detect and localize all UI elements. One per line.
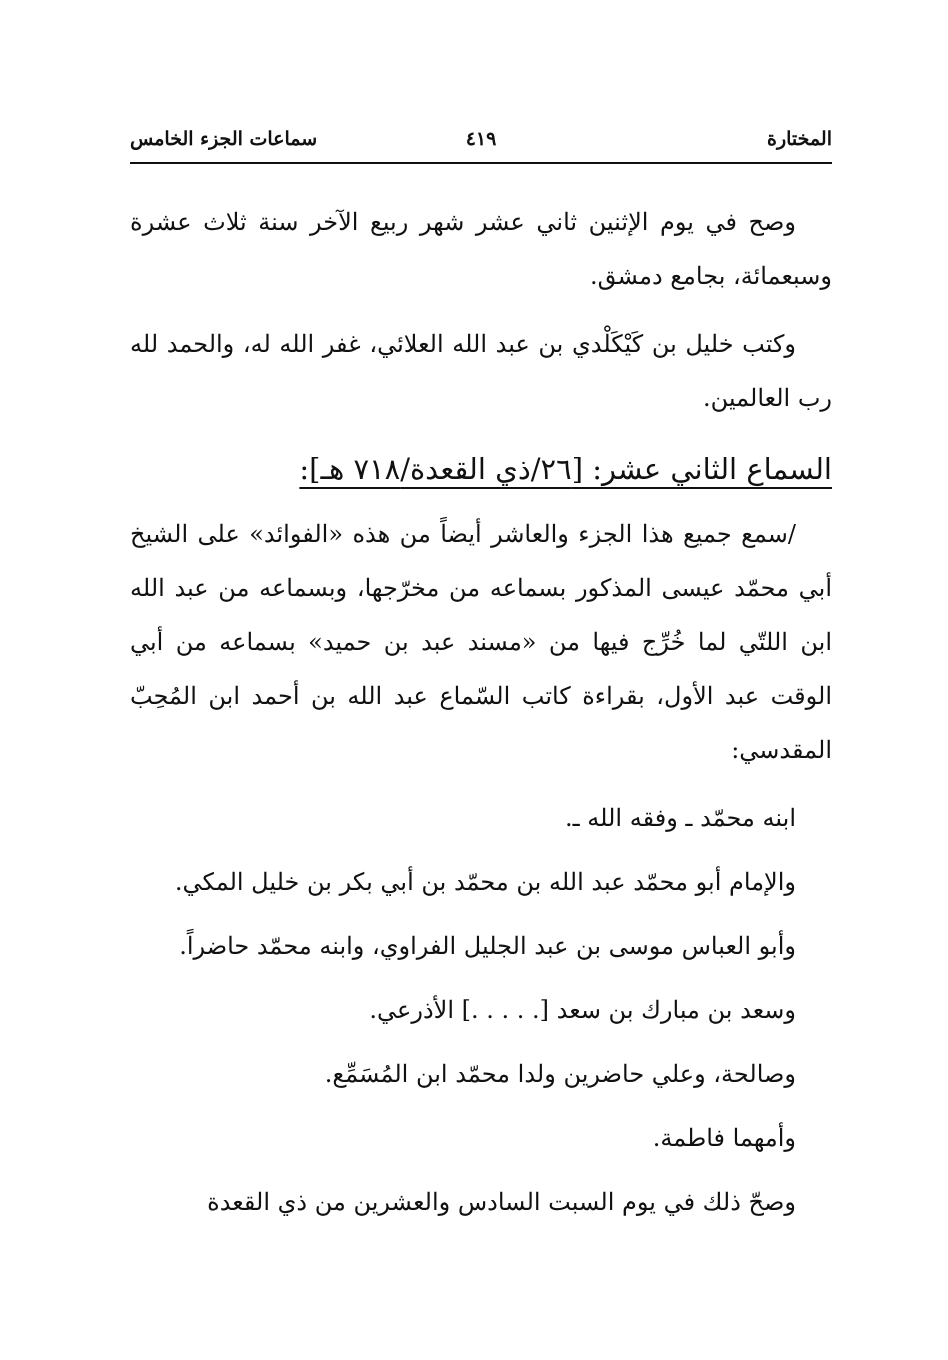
header-chapter-title: سماعات الجزء الخامس — [130, 128, 318, 150]
paragraph-hearing-record: /سمع جميع هذا الجزء والعاشر أيضاً من هذه «الفوائد» على الشيخ أبي محمّد عيسى المذكور بسماعه من مخرّجها، وبسماعه من عبد الله ابن اللتّي لما خُرِّج فيها من «مسند عبد بن حميد» بسماعه من أبي الوقت عبد الأول، بقراءة كاتب السّماع عبد الله بن أحمد ابن المُحِبّ المقدسي: — [130, 520, 832, 764]
closing-line: وصحّ ذلك في يوم السبت السادس والعشرين من ذي القعدة — [207, 1188, 796, 1216]
attendee-entry: وصالحة، وعلي حاضرين ولدا محمّد ابن المُسَمِّع. — [324, 1060, 796, 1088]
header-book-title: المختارة — [767, 128, 832, 150]
running-header — [130, 126, 832, 162]
paragraph-completion-note: وصح في يوم الإثنين ثاني عشر شهر ربيع الآخر سنة ثلاث عشرة وسبعمائة، بجامع دمشق. — [130, 208, 832, 290]
attendee-entry: ابنه محمّد ـ وفقه الله ـ. — [565, 804, 796, 832]
paragraph-scribe-note: وكتب خليل بن كَيْكَلْدي بن عبد الله العلائي، غفر الله له، والحمد لله رب العالمين. — [130, 330, 832, 412]
attendee-entry: وأمهما فاطمة. — [652, 1124, 796, 1152]
section-heading: السماع الثاني عشر: [٢٦/ذي القعدة/٧١٨ هـ]: — [299, 452, 832, 486]
page-body — [130, 195, 832, 1239]
attendee-entry: وسعد بن مبارك بن سعد [. . . . .] الأذرعي. — [369, 996, 796, 1024]
page-number: ٤١٩ — [465, 128, 497, 150]
attendee-entry: والإمام أبو محمّد عبد الله بن محمّد بن أبي بكر بن خليل المكي. — [174, 868, 796, 896]
header-divider — [130, 162, 832, 164]
attendee-entry: وأبو العباس موسى بن عبد الجليل الفراوي، وابنه محمّد حاضراً. — [179, 932, 796, 960]
